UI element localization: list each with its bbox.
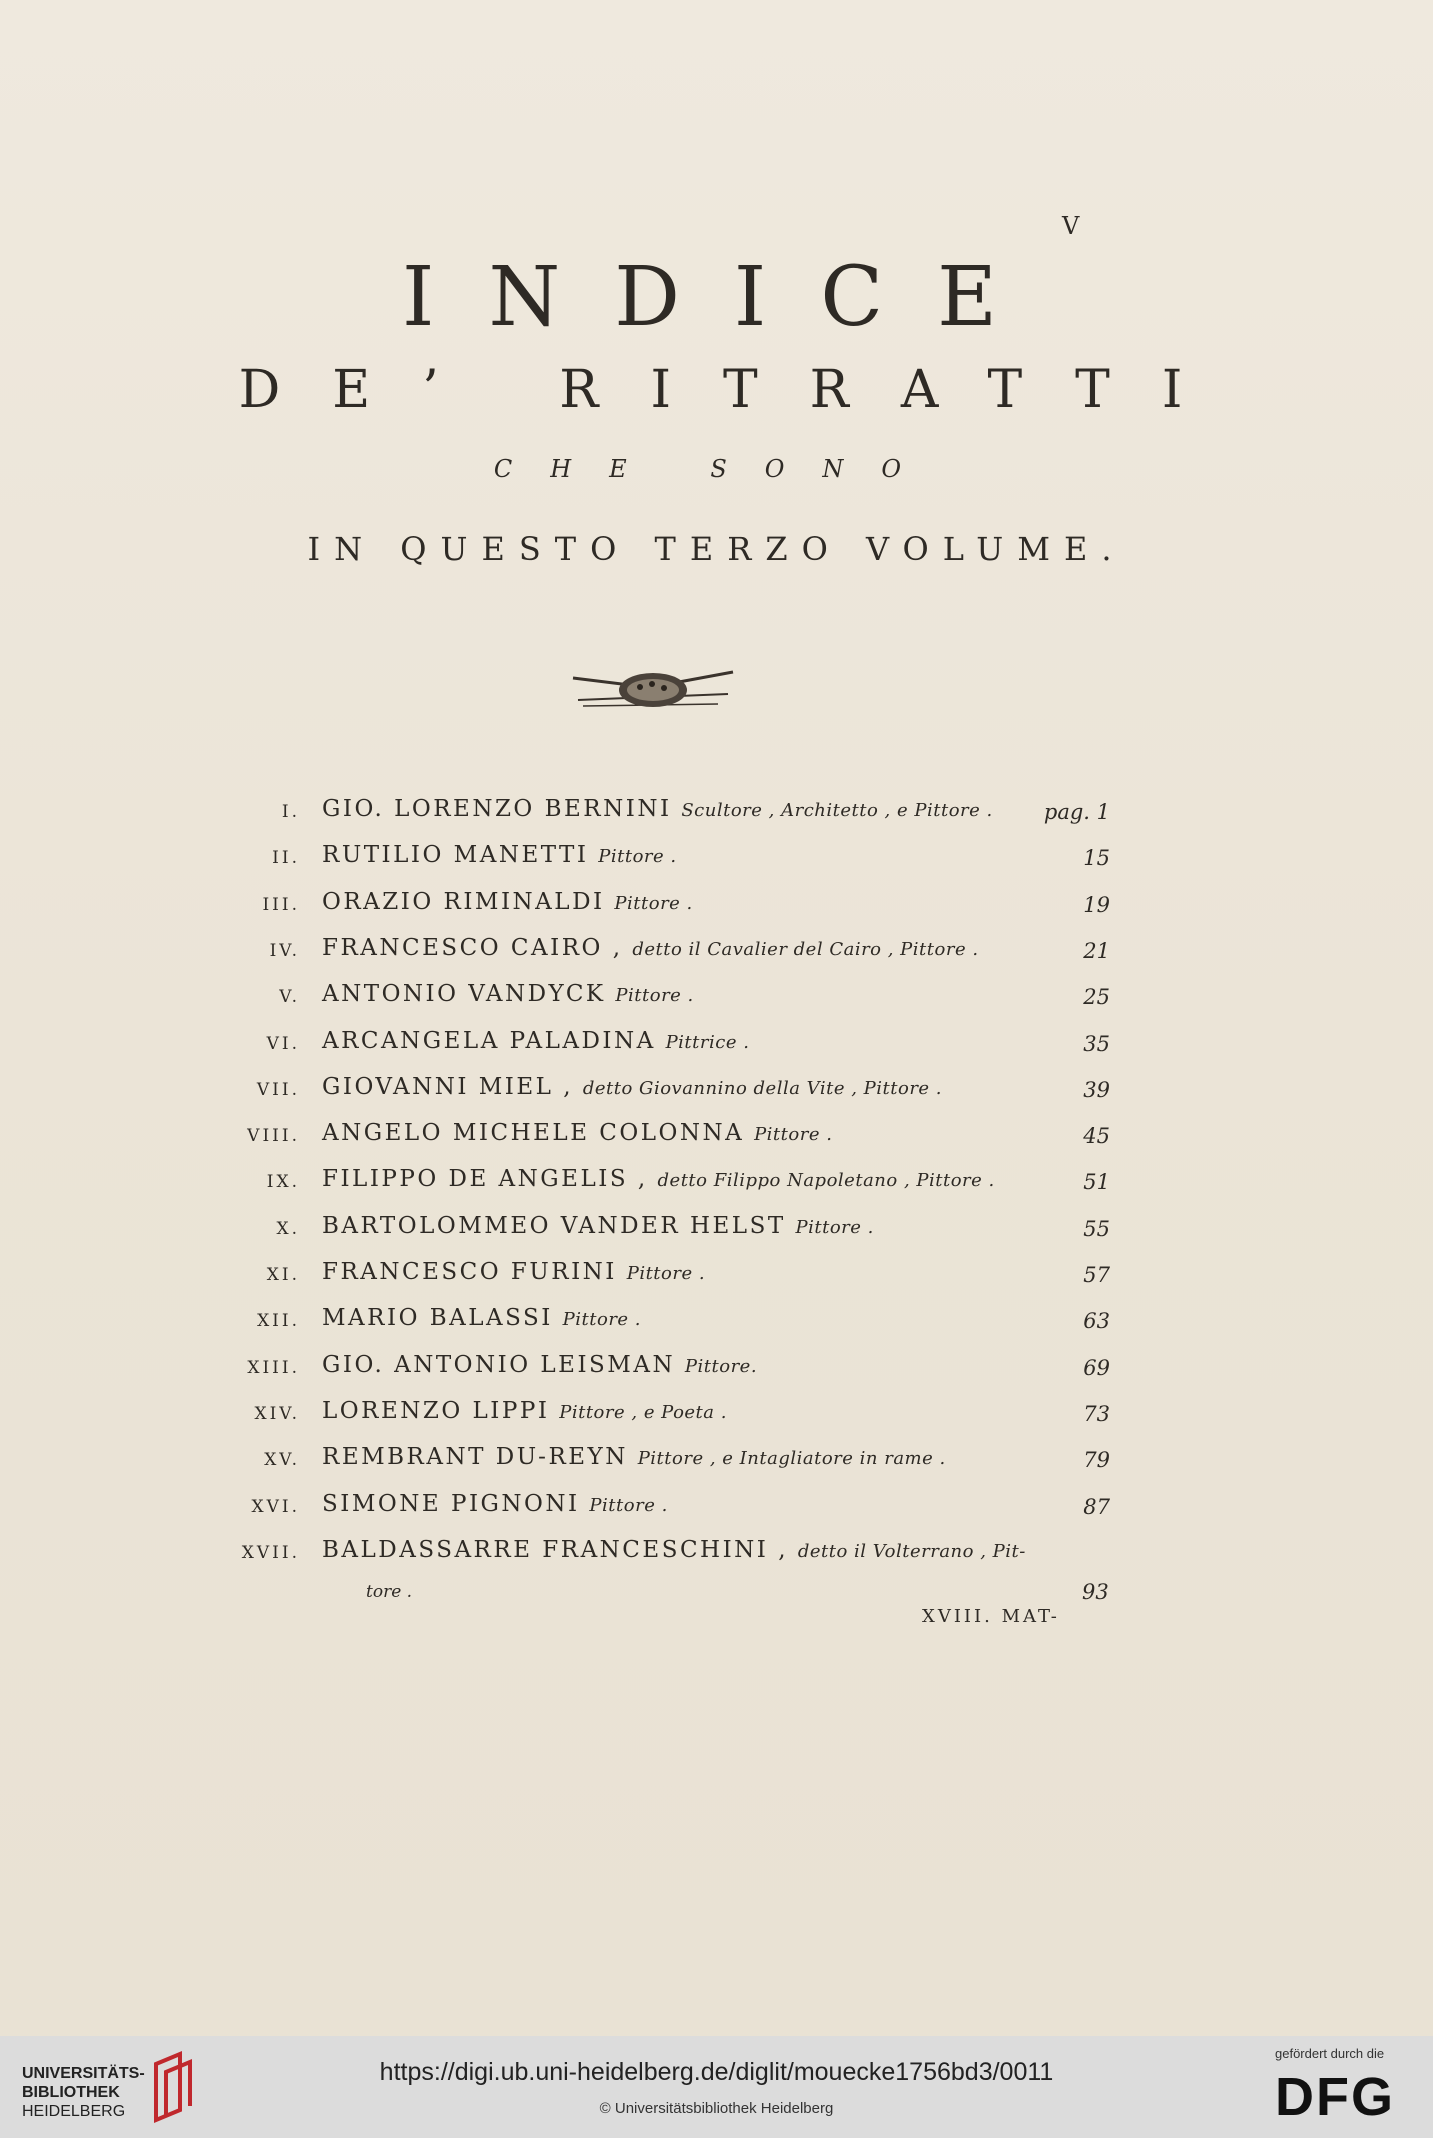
copyright-text: © Universitätsbibliothek Heidelberg xyxy=(599,2100,834,2117)
index-entry xyxy=(0,1160,1433,1206)
entry-roman-numeral: XI. xyxy=(266,1265,300,1285)
entry-artist-name: GIO. ANTONIO LEISMAN xyxy=(322,1351,676,1378)
index-entry xyxy=(0,975,1433,1021)
entry-page-number: 57 xyxy=(1083,1263,1110,1287)
entry-page-number: 63 xyxy=(1083,1309,1110,1334)
index-entry xyxy=(0,929,1433,975)
entry-roman-numeral: V. xyxy=(279,987,300,1008)
entry-artist xyxy=(322,1398,727,1424)
entry-description: Pittore . xyxy=(795,1216,874,1238)
page-number: V xyxy=(1062,212,1080,240)
title-che-sono: CHE SONO xyxy=(493,455,940,483)
entry-artist xyxy=(322,1259,705,1285)
entry-artist-name: ANGELO MICHELE COLONNA xyxy=(322,1120,745,1147)
entry-page-number: pag. 1 xyxy=(1043,800,1110,824)
entry-artist xyxy=(322,1491,668,1517)
entry-artist xyxy=(322,842,677,868)
entry-page-number: 39 xyxy=(1083,1077,1110,1102)
continuation-page-number: 93 xyxy=(1082,1580,1109,1604)
entry-description: Pittore , e Intagliatore in rame . xyxy=(637,1448,946,1470)
index-entry xyxy=(0,1438,1433,1484)
index-entry xyxy=(0,1114,1433,1160)
index-entry xyxy=(0,836,1433,882)
entry-roman-numeral: XII. xyxy=(257,1311,300,1332)
entry-page-number: 79 xyxy=(1083,1448,1110,1473)
entry-description: detto il Cavalier del Cairo , Pittore . xyxy=(632,938,979,960)
entry-description: Pittore , e Poeta . xyxy=(559,1401,727,1423)
entry-continuation: tore . xyxy=(366,1582,413,1602)
library-line-3: HEIDELBERG xyxy=(22,2103,126,2120)
entry-roman-numeral: II. xyxy=(272,848,300,869)
index-entry xyxy=(0,1253,1433,1299)
entry-artist xyxy=(322,1120,832,1146)
entry-artist-name: FRANCESCO CAIRO , xyxy=(322,934,623,961)
entry-roman-numeral: X. xyxy=(276,1218,300,1239)
entry-description: detto il Volterrano , Pit- xyxy=(797,1540,1026,1562)
title-indice: INDICE xyxy=(402,250,1051,345)
viewer-footer xyxy=(0,2036,1433,2138)
index-entry xyxy=(0,1346,1433,1392)
entry-artist xyxy=(322,1213,874,1239)
dfg-logo[interactable]: DFG xyxy=(1275,2067,1395,2127)
library-line-1: UNIVERSITÄTS- xyxy=(22,2065,145,2082)
entry-artist-name: ARCANGELA PALADINA xyxy=(322,1027,656,1054)
entry-description: Pittore. xyxy=(684,1355,758,1377)
index-entry xyxy=(0,1392,1433,1438)
entry-roman-numeral: IX. xyxy=(266,1172,300,1193)
entry-description: Pittore . xyxy=(615,985,694,1007)
entry-artist-name: FILIPPO DE ANGELIS , xyxy=(322,1166,648,1193)
entry-page-number: 87 xyxy=(1083,1494,1110,1519)
index-entry xyxy=(0,1299,1433,1345)
entry-page-number: 73 xyxy=(1083,1401,1110,1426)
entry-artist xyxy=(322,796,993,822)
title-volume: IN QUESTO TERZO VOLUME. xyxy=(307,530,1126,568)
entry-artist-name: RUTILIO MANETTI xyxy=(322,842,589,869)
entry-page-number: 21 xyxy=(1083,938,1110,963)
entry-artist xyxy=(322,1537,1026,1563)
entry-roman-numeral: I. xyxy=(281,802,300,822)
entry-description: Pittore . xyxy=(598,846,677,868)
library-line-2: BIBLIOTHEK xyxy=(22,2084,120,2101)
entry-artist xyxy=(322,1074,942,1100)
entry-artist-name: BARTOLOMMEO VANDER HELST xyxy=(322,1212,786,1239)
entry-artist-name: BALDASSARRE FRANCESCHINI , xyxy=(322,1536,789,1563)
entry-artist-name: REMBRANT DU-REYN xyxy=(322,1444,628,1471)
entry-artist xyxy=(322,1305,641,1331)
index-entry xyxy=(0,1485,1433,1531)
entry-page-number: 19 xyxy=(1083,892,1110,917)
entry-artist-name: ANTONIO VANDYCK xyxy=(322,981,606,1008)
entry-description: Pittore . xyxy=(589,1494,668,1516)
entry-description: detto Filippo Napoletano , Pittore . xyxy=(657,1170,995,1192)
entry-artist-name: LORENZO LIPPI xyxy=(322,1397,550,1424)
funding-label: gefördert durch die xyxy=(1275,2046,1385,2061)
entry-artist xyxy=(322,1166,995,1192)
entry-page-number: 55 xyxy=(1083,1216,1110,1241)
entry-page-number: 25 xyxy=(1083,985,1110,1010)
entry-roman-numeral: VII. xyxy=(256,1079,300,1100)
entry-roman-numeral: XIII. xyxy=(247,1357,300,1378)
entry-page-number: 51 xyxy=(1083,1170,1110,1195)
index-entry xyxy=(0,1531,1433,1577)
index-entry xyxy=(0,1022,1433,1068)
entry-roman-numeral: XVI. xyxy=(251,1496,300,1517)
entry-description: Pittore . xyxy=(626,1263,706,1284)
entry-roman-numeral: XIV. xyxy=(254,1403,300,1424)
entry-description: Pittore . xyxy=(562,1309,642,1331)
entry-description: detto Giovannino della Vite , Pittore . xyxy=(582,1077,943,1099)
entry-artist-name: GIO. LORENZO BERNINI xyxy=(322,796,672,822)
entry-artist xyxy=(322,1028,749,1054)
entry-artist-name: FRANCESCO FURINI xyxy=(322,1259,617,1285)
entry-page-number: 45 xyxy=(1083,1124,1110,1149)
entry-page-number: 69 xyxy=(1083,1355,1110,1380)
entry-artist xyxy=(322,935,979,961)
entry-roman-numeral: VIII. xyxy=(247,1126,300,1147)
entry-description: Pittore . xyxy=(754,1124,833,1146)
entry-artist-name: SIMONE PIGNONI xyxy=(322,1490,580,1517)
permalink-url[interactable]: https://digi.ub.uni-heidelberg.de/diglit/mouecke1756bd3/0011 xyxy=(379,2058,1054,2086)
entry-page-number: 35 xyxy=(1083,1031,1110,1056)
entry-artist-name: ORAZIO RIMINALDI xyxy=(322,888,605,915)
entry-roman-numeral: III. xyxy=(262,894,300,915)
entry-description: Pittrice . xyxy=(665,1031,750,1053)
entry-description: Pittore . xyxy=(614,892,693,914)
entry-artist xyxy=(322,981,694,1007)
index-entry xyxy=(0,1207,1433,1253)
entry-artist-name: GIOVANNI MIEL , xyxy=(322,1073,574,1100)
entry-description: Scultore , Architetto , e Pittore . xyxy=(681,800,993,821)
title-ritratti: DE’ RITRATTI xyxy=(238,360,1235,420)
entry-roman-numeral: XV. xyxy=(264,1450,300,1471)
catchword: XVIII. MAT- xyxy=(922,1606,1060,1627)
entry-roman-numeral: XVII. xyxy=(241,1542,300,1563)
index-entry xyxy=(0,1068,1433,1114)
entry-artist-name: MARIO BALASSI xyxy=(322,1305,553,1332)
index-entry xyxy=(0,883,1433,929)
entry-page-number: 15 xyxy=(1083,846,1110,871)
entry-artist xyxy=(322,1352,757,1378)
entry-artist xyxy=(322,1444,946,1470)
index-entry xyxy=(0,790,1433,836)
palette-ornament-icon xyxy=(568,660,738,716)
entry-roman-numeral: VI. xyxy=(266,1033,300,1054)
entry-artist xyxy=(322,889,693,915)
entry-roman-numeral: IV. xyxy=(269,940,300,961)
